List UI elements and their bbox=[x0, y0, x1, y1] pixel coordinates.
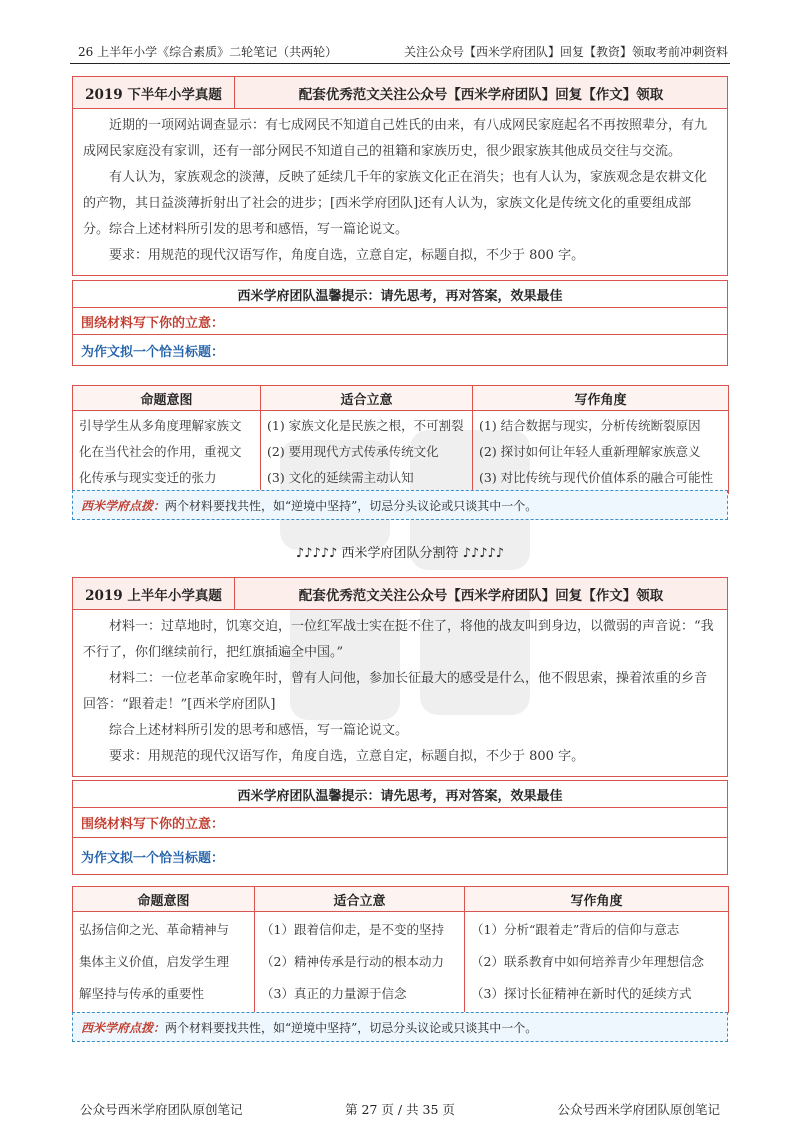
angle-line: (1) 结合数据与现实，分析传统断裂原因 bbox=[479, 418, 701, 433]
note-text: 两个材料要找共性，如“逆境中坚持”，切忌分头议论或只谈其中一个。 bbox=[165, 1020, 538, 1035]
tip-box-2 bbox=[72, 780, 728, 875]
column-header: 适合立意 bbox=[255, 887, 465, 912]
column-header: 适合立意 bbox=[261, 386, 473, 411]
question-header-1 bbox=[73, 77, 727, 109]
question-box-2 bbox=[72, 577, 728, 777]
question-body-1 bbox=[73, 109, 727, 275]
themes-cell bbox=[261, 411, 473, 494]
tip-box-1 bbox=[72, 280, 728, 366]
material-paragraph: 材料二：一位老革命家晚年时，曾有人问他，参加长征最大的感受是什么，他不假思索，操着浓重的乡音回答：“跟着走！”[西米学府团队] bbox=[83, 671, 708, 712]
column-header: 写作角度 bbox=[465, 887, 729, 912]
intent-line: 集体主义价值，启发学生理 bbox=[79, 954, 230, 969]
theme-prompt-field[interactable]: 围绕材料写下你的立意： bbox=[73, 308, 727, 335]
intent-line: 解坚持与传承的重要性 bbox=[79, 986, 205, 1001]
theme-line: （1）跟着信仰走，是不变的坚持 bbox=[261, 922, 444, 937]
question-header-2 bbox=[73, 578, 727, 610]
angle-line: (2) 探讨如何让年轻人重新理解家族意义 bbox=[479, 444, 701, 459]
intent-line: 引导学生从多角度理解家族文 bbox=[79, 418, 242, 433]
footer-right: 公众号西米学府团队原创笔记 bbox=[557, 1102, 720, 1117]
intent-line: 弘扬信仰之光、革命精神与 bbox=[79, 922, 230, 937]
header-right: 关注公众号【西米学府团队】回复【教资】领取考前冲刺资料 bbox=[403, 45, 728, 59]
theme-line: (3) 文化的延续需主动认知 bbox=[267, 470, 414, 485]
exam-year-label: 2019 下半年小学真题 bbox=[73, 77, 235, 108]
footer-left: 公众号西米学府团队原创笔记 bbox=[80, 1102, 243, 1117]
note-text: 两个材料要找共性，如“逆境中坚持”，切忌分头议论或只谈其中一个。 bbox=[165, 498, 538, 513]
note-label: 西米学府点拨： bbox=[81, 1020, 166, 1035]
instruction-paragraph: 综合上述材料所引发的思考和感悟，写一篇论说文。 bbox=[109, 723, 409, 738]
guide-table-1 bbox=[72, 385, 729, 494]
promo-text: 配套优秀范文关注公众号【西米学府团队】回复【作文】领取 bbox=[298, 86, 664, 103]
angle-line: （3）探讨长征精神在新时代的延续方式 bbox=[471, 986, 692, 1001]
theme-line: （3）真正的力量源于信念 bbox=[261, 986, 407, 1001]
tip-note-1 bbox=[72, 490, 728, 520]
exam-year-label: 2019 上半年小学真题 bbox=[73, 578, 235, 609]
angle-line: （2）联系教育中如何培养青少年理想信念 bbox=[471, 954, 704, 969]
question-box-1 bbox=[72, 76, 728, 276]
angles-cell bbox=[473, 411, 729, 494]
theme-line: （2）精神传承是行动的根本动力 bbox=[261, 954, 444, 969]
material-paragraph: 有人认为，家族观念的淡薄，反映了延续几千年的家族文化正在消失；也有人认为，家族观念是农耕文化的产物，其日益淡薄折射出了社会的进步；[西米学府团队]还有人认为，家族文化是传统文化的重要组成部分。综合上述材料所引发的思考和感悟，写一篇论说文。 bbox=[83, 170, 708, 237]
question-body-2 bbox=[73, 610, 727, 776]
tip-note-2 bbox=[72, 1012, 728, 1042]
header-left: 26 上半年小学《综合素质》二轮笔记（共两轮） bbox=[78, 45, 338, 59]
material-paragraph: 近期的一项网站调查显示：有七成网民不知道自己姓氏的由来，有八成网民家庭起名不再按照辈分，有九成网民家庭没有家训，还有一部分网民不知道自己的祖籍和家族历史，很少跟家族其他成员交往与交流。 bbox=[83, 118, 708, 159]
tip-title: 西米学府团队温馨提示：请先思考，再对答案，效果最佳 bbox=[73, 781, 727, 808]
title-prompt-field[interactable]: 为作文拟一个恰当标题： bbox=[81, 344, 225, 360]
angles-cell bbox=[465, 912, 729, 1013]
section-divider: ♪♪♪♪♪ 西米学府团队分割符 ♪♪♪♪♪ bbox=[295, 546, 505, 561]
theme-line: (2) 要用现代方式传承传统文化 bbox=[267, 444, 439, 459]
theme-line: (1) 家族文化是民族之根，不可割裂 bbox=[267, 418, 464, 433]
column-header: 写作角度 bbox=[473, 386, 729, 411]
guide-table-2 bbox=[72, 886, 729, 1013]
angle-line: (3) 对比传统与现代价值体系的融合可能性 bbox=[479, 470, 714, 485]
page-number: 第 27 页 / 共 35 页 bbox=[345, 1102, 455, 1117]
tip-title: 西米学府团队温馨提示：请先思考，再对答案，效果最佳 bbox=[73, 281, 727, 308]
intent-cell bbox=[73, 411, 261, 494]
theme-prompt-field[interactable]: 围绕材料写下你的立意： bbox=[73, 808, 727, 838]
column-header: 命题意图 bbox=[73, 386, 261, 411]
title-prompt-field[interactable]: 为作文拟一个恰当标题： bbox=[81, 850, 225, 866]
angle-line: （1）分析“跟着走”背后的信仰与意志 bbox=[471, 922, 680, 937]
promo-text: 配套优秀范文关注公众号【西米学府团队】回复【作文】领取 bbox=[298, 587, 664, 604]
material-paragraph: 材料一：过草地时，饥寒交迫，一位红军战士实在挺不住了，将他的战友叫到身边，以微弱的声音说：“我不行了，你们继续前行，把红旗插遍全中国。” bbox=[83, 619, 714, 660]
intent-line: 化在当代社会的作用，重视文 bbox=[79, 444, 242, 459]
column-header: 命题意图 bbox=[73, 887, 255, 912]
themes-cell bbox=[255, 912, 465, 1013]
requirement-paragraph: 要求：用规范的现代汉语写作，角度自选，立意自定，标题自拟，不少于 800 字。 bbox=[109, 749, 585, 764]
requirement-paragraph: 要求：用规范的现代汉语写作，角度自选，立意自定，标题自拟，不少于 800 字。 bbox=[109, 248, 585, 263]
intent-cell bbox=[73, 912, 255, 1013]
page-header bbox=[70, 38, 730, 64]
intent-line: 化传承与现实变迁的张力 bbox=[79, 470, 217, 485]
note-label: 西米学府点拨： bbox=[81, 498, 166, 513]
